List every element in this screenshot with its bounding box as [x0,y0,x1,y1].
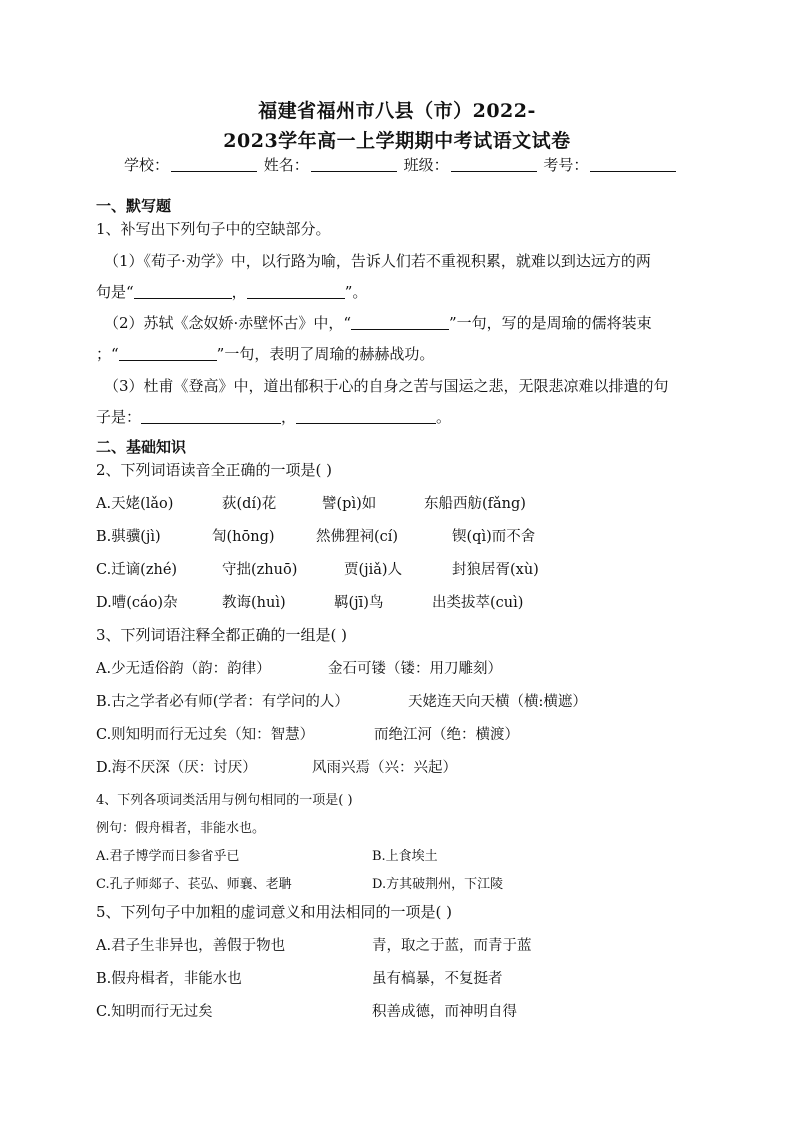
q2-option-b-1[interactable]: B.骐骥(jì) [96,529,161,545]
q3-option-a-2: 金石可镂（镂：用刀雕刻） [328,661,502,677]
name-blank[interactable] [311,157,397,172]
q1-blank-2[interactable] [247,284,345,299]
q3-option-c-2: 而绝江河（绝：横渡） [374,727,519,743]
q1-part3-line1: （3）杜甫《登高》中，道出郁积于心的自身之苦与国运之悲，无限悲凉难以排遣的句 [104,377,669,395]
q3-option-d-1[interactable]: D.海不厌深（厌：讨厌） [96,760,257,776]
q2-option-b-4: 锲(qì)而不舍 [452,529,536,545]
q3-option-a-1[interactable]: A.少无适俗韵（韵：韵律） [96,661,271,677]
q4-option-b[interactable]: B.上食埃土 [372,849,438,864]
exam-title-line1: 福建省福州市八县（市）2022- [258,100,536,122]
q3-option-c-1[interactable]: C.则知明而行无过矣（知：智慧） [96,727,315,743]
q2-option-a-2: 荻(dí)花 [222,496,277,512]
q5-option-c-1[interactable]: C.知明而行无过矣 [96,1004,213,1020]
student-info-row [124,154,678,175]
section-2-heading: 二、基础知识 [96,438,187,456]
number-blank[interactable] [590,157,676,172]
name-label: 姓名： [263,156,309,174]
q2-option-d-4: 出类拔萃(cuì) [432,595,524,611]
q1-blank-3[interactable] [351,315,449,330]
exam-title-line2: 2023学年高一上学期期中考试语文试卷 [223,130,571,152]
q4-example: 例句：假舟楫者，非能水也。 [96,821,266,836]
q2-stem: 2、下列词语读音全正确的一项是( ) [96,461,333,479]
q1-blank-5[interactable] [141,409,281,424]
q2-option-b-3: 然佛狸祠(cí) [316,529,399,545]
q4-option-c[interactable]: C.孔子师郯子、苌弘、师襄、老聃 [96,877,292,892]
q2-option-d-2: 教诲(huì) [222,595,286,611]
q1-part3-line2: 子是： ， 。 [96,408,452,426]
q2-option-a-3: 譬(pì)如 [322,496,377,512]
q1-blank-4[interactable] [119,346,217,361]
q2-option-a-1[interactable]: A.天姥(lǎo) [96,496,174,512]
q2-option-b-2: 訇(hōng) [212,529,275,545]
q2-option-d-3: 羁(jī)鸟 [334,595,384,611]
q4-option-a[interactable]: A.君子博学而日参省乎已 [96,849,240,864]
q5-option-c-2: 积善成德，而神明自得 [372,1004,517,1020]
q2-option-c-1[interactable]: C.迁谪(zhé) [96,562,178,578]
q1-stem: 1、补写出下列句子中的空缺部分。 [96,220,331,238]
q2-option-c-2: 守拙(zhuō) [222,562,298,578]
q2-option-c-4: 封狼居胥(xù) [452,562,539,578]
q1-part1-line2: 句是“ ， ”。 [96,283,368,301]
q5-option-a-2: 青，取之于蓝，而青于蓝 [372,938,532,954]
q3-option-d-2: 风雨兴焉（兴：兴起） [312,760,457,776]
q3-option-b-2: 天姥连天向天横（横:横遮） [408,694,587,710]
q5-option-b-2: 虽有槁暴，不复挺者 [372,971,503,987]
q3-stem: 3、下列词语注释全都正确的一组是( ) [96,626,348,644]
q5-option-b-1[interactable]: B.假舟楫者，非能水也 [96,971,242,987]
q2-option-d-1[interactable]: D.嘈(cáo)杂 [96,595,178,611]
class-blank[interactable] [451,157,537,172]
school-label: 学校： [124,156,170,174]
q1-blank-1[interactable] [134,284,232,299]
q1-part2-line1: （2）苏轼《念奴娇·赤壁怀古》中，“ ”一句，写的是周瑜的儒将装束 [104,314,652,332]
school-blank[interactable] [171,157,257,172]
class-label: 班级： [403,156,449,174]
q1-part2-line2: ；“ ”一句，表明了周瑜的赫赫战功。 [96,345,435,363]
q2-option-a-4: 东船西舫(fǎng) [424,496,526,512]
section-1-heading: 一、默写题 [96,197,172,215]
q5-stem: 5、下列句子中加粗的虚词意义和用法相同的一项是( ) [96,903,453,921]
q2-option-c-3: 贾(jiǎ)人 [344,562,403,578]
q5-option-a-1[interactable]: A.君子生非异也，善假于物也 [96,938,286,954]
q1-part1-line1: （1）《荀子·劝学》中，以行路为喻，告诉人们若不重视积累，就难以到达远方的两 [104,252,651,270]
q1-blank-6[interactable] [296,409,436,424]
q4-stem: 4、下列各项词类活用与例句相同的一项是( ) [96,793,353,808]
q3-option-b-1[interactable]: B.古之学者必有师(学者：有学问的人） [96,694,349,710]
number-label: 考号： [543,156,589,174]
q4-option-d[interactable]: D.方其破荆州，下江陵 [372,877,504,892]
